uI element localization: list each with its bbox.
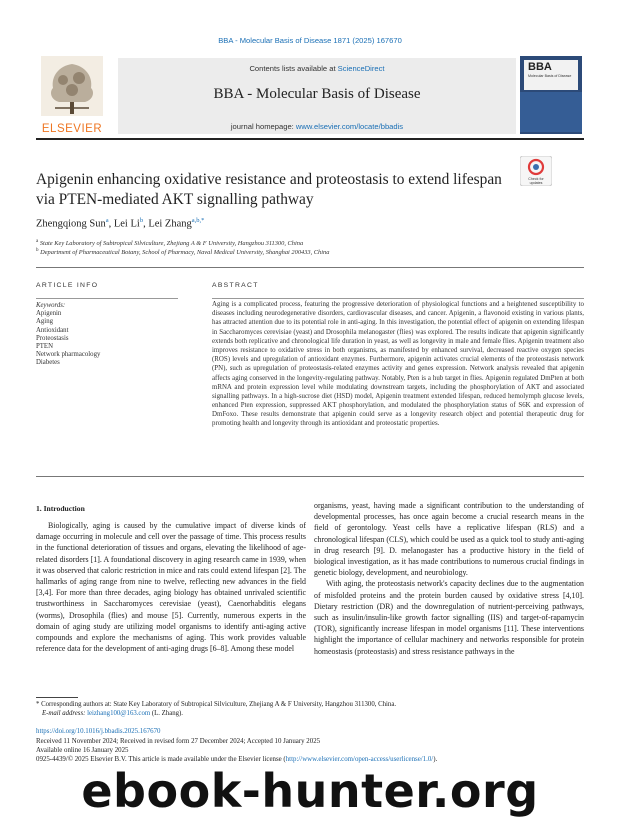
homepage-link[interactable]: www.elsevier.com/locate/bbadis [295,122,404,131]
affiliation-marker: b [36,248,39,253]
author-affil-marker[interactable]: a,b,* [191,217,205,224]
paragraph: With aging, the proteostasis network's capacity declines due to the augmentation of misfolded proteins and the protein burden caused by oxidative stress [4,10]. Dietary restriction (DR) and the downregulation of nutrient-perceiving pathways, such as insulin/insulin-like growth factor signalling (IIS) and target-of-rapamycin (TOR), significantly increase lifespan in model organisms [11]. These interventions highlight the importance of cellular machinery and networks responsible for protein homeostasis (proteostasis) and stress resistance pathways in the [314,579,584,656]
divider [36,267,584,268]
divider [212,298,584,299]
footnote-text: * Corresponding authors at: State Key Laboratory of Subtropical Silviculture, Zhejiang A & F University, Hangzhou 311300, China. [36,701,397,708]
svg-text:updates: updates [529,181,543,185]
available-online: Available online 16 January 2025 [36,746,129,754]
author-affil-marker[interactable]: a [105,217,109,224]
article-info-heading: ARTICLE INFO [36,282,99,289]
homepage-line [118,122,516,131]
keyword-item: PTEN [36,343,53,351]
author-name: Lei Zhang [148,218,192,230]
affiliation-b [36,248,329,256]
journal-reference[interactable]: BBA - Molecular Basis of Disease 1871 (2025) 167670 [218,36,402,45]
email-link[interactable]: leizhang100@163.com [87,710,151,717]
abstract-text: Aging is a complicated process, featuring the progressive deterioration of physiological functions and a heightened susceptibility to diseases including neurodegenerative disorders, cardiovascular diseases, and cancer. Apigenin, a flavonoid existing in various plants, has attracted attention due to its potential role in anti-aging. In this investigation, the potential effect of apigenin on extending lifespan in Saccharomyces cerevisiae (yeast) and Drosophila melanogaster (flies) was explored. The results indicate that apigenin significantly extends both replicative and chronological life duration in yeast, as well as longevity in male and female flies. Apigenin treatment also improves resistance to oxidative stress in both organisms, as manifested by enhanced survival, decreased reactive oxygen species (ROS) levels and upregulation of antioxidant enzymes. Furthermore, apigenin activates crucial elements of the proteostasis network (PN), such as upregulation of proteostasis-related enzymes activity and genes expression. Network analysis revealed that apigenin affects aging conserved in the longevity-regulating pathway. Notably, Pten is a hub target in flies. Apigenin regulated DmPten at both mRNA and protein expression level while modulating downstream targets, including the phosphorylation of AKT and associated signalling pathways. In a high-sucrose diet (HSD) model, Apigenin treatment extended lifespan, reduced hemolymph glucose levels, enhanced Pten expression, suppressed AKT phosphorylation, and modulated the phosphorylation status of S6K and expression of DmFoxo. These results demonstrate that apigenin could serve as a longevity research object and potential therapeutic drug for promoting health and longevity through its antioxidant and proteostatic properties. [212,301,584,428]
sciencedirect-link[interactable]: ScienceDirect [337,64,385,73]
keywords-block [36,302,100,368]
keyword-item: Diabetes [36,359,60,367]
cover-title: BBA [528,61,552,73]
corresponding-author-footnote [36,700,584,718]
paragraph: Biologically, aging is caused by the cumulative impact of diverse kinds of damage occurring in molecule and cell over the passage of time. This process results in the functional deterioration of tissues and organs, elevating the likelihood of age-related disorders [1]. A foundational discovery in aging research came in 1939, when it was observed that caloric restriction in mice and rats could extend lifespan [2]. The hallmarks of aging range from nine to twelve, reflecting new advances in the field [3,4]. For more than three decades, aging biology has obtained unrivaled scientific trustworthiness in Saccharomyces cerevisiae (yeast), Caenorhabditis elegans (worms), Drosophila (flies) and mouse [5]. Currently, numerous experts in the domain of aging study are utilizing model organisms to identify anti-aging active compounds and explore the mechanisms of aging. This work provides valuable reference data for the development of anti-aging drugs [6–8]. Among these model [36,521,306,654]
affiliation-a [36,239,303,247]
elsevier-logo [36,56,108,134]
license-suffix: ). [433,755,438,763]
license-link[interactable]: http://www.elsevier.com/open-access/userlicense/1.0/ [285,755,434,763]
license-prefix: 0925-4439/© 2025 Elsevier B.V. This article is made available under the Elsevier license ( [36,755,286,763]
keyword-item: Aging [36,318,53,326]
affiliation-text: Department of Pharmaceutical Botany, School of Pharmacy, Naval Medical University, Shanghai 200433, China [40,249,330,257]
abstract-heading: ABSTRACT [212,282,259,289]
body-column-left [36,520,306,654]
journal-cover-thumbnail[interactable] [520,56,582,134]
keyword-item: Proteostasis [36,334,69,342]
divider [36,476,584,477]
paper-title [36,170,506,210]
author-name: Zhengqiong Sun [36,218,106,230]
received-dates: Received 11 November 2024; Received in revised form 27 December 2024; Accepted 10 January 2025 [36,738,321,745]
affiliation-text: State Key Laboratory of Subtropical Silviculture, Zhejiang A & F University, Hangzhou 311300, China [39,240,304,248]
publication-dates [36,738,437,764]
header-rule [36,138,584,140]
watermark-text: ebook-hunter.org [81,764,539,818]
email-label: E-mail address: [42,710,88,717]
paper-title-line-2: via PTEN-mediated AKT signalling pathway [36,191,314,208]
divider [36,298,178,299]
elsevier-tree-icon [41,56,103,116]
footnote-rule [36,697,78,698]
contents-prefix: Contents lists available at [249,64,338,73]
body-column-right [314,500,584,657]
keyword-item: Network pharmacology [36,351,101,359]
email-suffix: (L. Zhang). [150,710,183,717]
author-name: Lei Li [113,218,140,230]
cover-subtitle: Molecular Basis of Disease [528,74,572,78]
keyword-item: Apigenin [36,310,62,318]
check-for-updates-icon[interactable] [520,156,552,186]
publisher-logo-text: ELSEVIER [41,123,103,135]
homepage-prefix: journal homepage: [230,122,296,131]
paper-title-line-1: Apigenin enhancing oxidative resistance and proteostasis to extend lifespan [36,171,502,188]
email-line [36,709,584,718]
journal-title: BBA - Molecular Basis of Disease [213,86,421,102]
contents-line [118,64,516,73]
author-list: Zhengqiong Sun$^a$, Lei Li$^b$, Lei Zhang$^{a,b,*}$ [36,217,205,230]
keywords-label: Keywords: [36,302,66,309]
cover-image-area [520,92,582,132]
section-heading-introduction: 1. Introduction [36,504,85,513]
affiliation-marker: a [36,239,39,244]
keyword-item: Antioxidant [36,326,69,334]
author-affil-marker[interactable]: b [139,217,144,224]
paragraph: organisms, yeast, having made a significant contribution to the understanding of developmental processes, has once again become a crucial research means in the field of gerontology. Yeast cells have a replicative lifespan (RLS) and a chronological lifespan (CLS), which could be used as a quick tool to study anti-aging in drug research [9]. D. melanogaster has a productive history in the field of biological investigation, as it has made contributions to numerous crucial findings in genetic biology, development, and neurobiology. [314,501,584,578]
doi-link[interactable]: https://doi.org/10.1016/j.bbadis.2025.167670 [36,728,161,735]
svg-text:Check for: Check for [528,177,544,181]
